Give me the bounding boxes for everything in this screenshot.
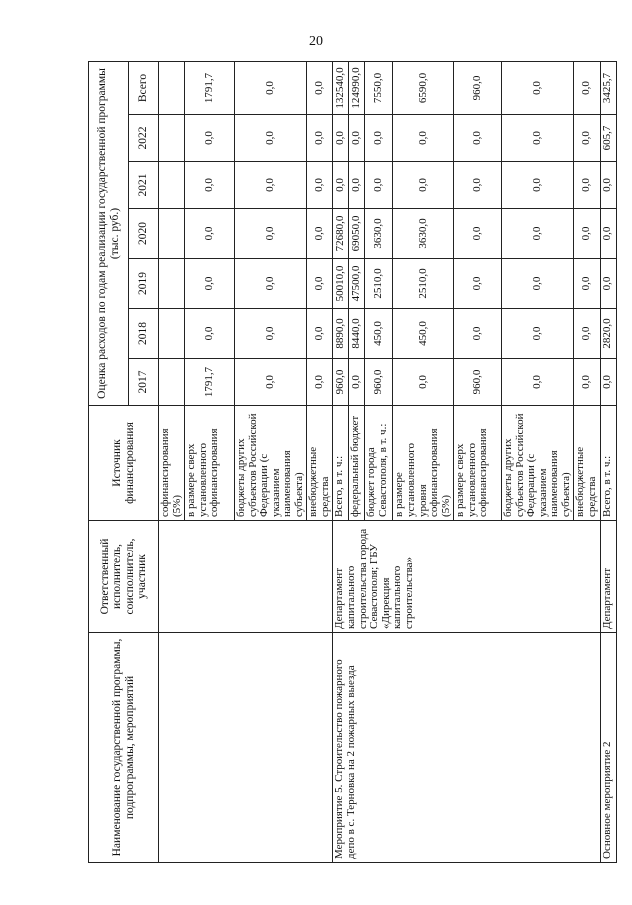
value-cell: 0,0: [349, 162, 365, 209]
header-source: Источник финансирования: [89, 406, 159, 521]
value-cell: 6590,0: [393, 62, 454, 115]
program-cell: [159, 633, 333, 863]
source-cell: бюджет города Севастополя, в т. ч.:: [365, 406, 393, 521]
value-cell: 1791,7: [185, 62, 235, 115]
value-cell: 8440,0: [349, 309, 365, 359]
year-header: 2021: [129, 162, 159, 209]
value-cell: 960,0: [454, 62, 502, 115]
value-cell: 0,0: [307, 209, 333, 259]
value-cell: 450,0: [365, 309, 393, 359]
value-cell: 132540,0: [333, 62, 349, 115]
value-cell: 0,0: [349, 115, 365, 162]
value-cell: 47500,0: [349, 259, 365, 309]
value-cell: [159, 162, 185, 209]
value-cell: 0,0: [185, 115, 235, 162]
value-cell: [159, 359, 185, 406]
value-cell: 0,0: [307, 309, 333, 359]
value-cell: 50010,0: [333, 259, 349, 309]
value-cell: 0,0: [502, 259, 574, 309]
value-cell: 0,0: [185, 209, 235, 259]
total-header: Всего: [129, 62, 159, 115]
value-cell: 0,0: [574, 309, 600, 359]
value-cell: 0,0: [333, 162, 349, 209]
value-cell: 0,0: [307, 259, 333, 309]
value-cell: 0,0: [393, 359, 454, 406]
value-cell: 72680,0: [333, 209, 349, 259]
value-cell: 0,0: [502, 162, 574, 209]
value-cell: 605,7: [600, 115, 616, 162]
value-cell: 0,0: [574, 115, 600, 162]
value-cell: 8890,0: [333, 309, 349, 359]
value-cell: 0,0: [502, 209, 574, 259]
value-cell: 0,0: [393, 162, 454, 209]
value-cell: 1791,7: [185, 359, 235, 406]
table-row: [159, 62, 185, 863]
value-cell: 0,0: [235, 259, 307, 309]
value-cell: 0,0: [600, 359, 616, 406]
value-cell: 3630,0: [393, 209, 454, 259]
year-header: 2017: [129, 359, 159, 406]
value-cell: 0,0: [574, 359, 600, 406]
value-cell: 2510,0: [393, 259, 454, 309]
value-cell: 0,0: [365, 115, 393, 162]
event-5-executor: Департамент капитального строительства города Севастополя; ГБУ «Дирекция капитального строительства»: [333, 521, 600, 633]
value-cell: 0,0: [502, 359, 574, 406]
value-cell: 0,0: [454, 115, 502, 162]
value-cell: 2820,0: [600, 309, 616, 359]
header-estimate: Оценка расходов по годам реализации государственной программы (тыс. руб.): [89, 62, 129, 406]
value-cell: 0,0: [574, 209, 600, 259]
value-cell: 960,0: [365, 359, 393, 406]
value-cell: 0,0: [600, 162, 616, 209]
year-header: 2020: [129, 209, 159, 259]
header-executor: Ответственный исполнитель, соисполнитель, участник: [89, 521, 159, 633]
value-cell: 0,0: [185, 259, 235, 309]
source-cell: софинансирования (5%): [159, 406, 185, 521]
value-cell: 124990,0: [349, 62, 365, 115]
source-cell: в размере сверх установленного софинансирования: [185, 406, 235, 521]
page-number: 20: [309, 34, 323, 49]
header-program-name: Наименование государственной программы, подпрограммы, мероприятий: [89, 633, 159, 863]
value-cell: 0,0: [349, 359, 365, 406]
table-row: [600, 62, 616, 863]
value-cell: 0,0: [454, 259, 502, 309]
value-cell: 0,0: [574, 162, 600, 209]
value-cell: 0,0: [235, 359, 307, 406]
header-row: [89, 62, 129, 863]
main-event-2-name: Основное мероприятие 2: [600, 633, 616, 863]
source-cell: в размере установленного уровня софинансирования (5%): [393, 406, 454, 521]
source-cell: в размере сверх установленного софинансирования: [454, 406, 502, 521]
value-cell: 960,0: [333, 359, 349, 406]
value-cell: 0,0: [333, 115, 349, 162]
executor-cell: [159, 521, 333, 633]
main-event-2-executor: Департамент: [600, 521, 616, 633]
value-cell: 0,0: [235, 62, 307, 115]
source-cell: бюджеты других субъектов Российской Федерации (с указанием наименования субъекта): [502, 406, 574, 521]
value-cell: 0,0: [502, 309, 574, 359]
value-cell: 0,0: [235, 115, 307, 162]
value-cell: 0,0: [307, 62, 333, 115]
value-cell: [159, 62, 185, 115]
value-cell: 0,0: [235, 309, 307, 359]
source-cell: внебюджетные средства: [574, 406, 600, 521]
table-row: [333, 62, 349, 863]
value-cell: 450,0: [393, 309, 454, 359]
value-cell: 0,0: [185, 162, 235, 209]
source-cell: внебюджетные средства: [307, 406, 333, 521]
financing-table: [88, 61, 617, 863]
value-cell: 0,0: [600, 259, 616, 309]
value-cell: 0,0: [307, 115, 333, 162]
value-cell: 0,0: [454, 309, 502, 359]
source-cell: Всего, в т. ч.:: [600, 406, 616, 521]
value-cell: [159, 259, 185, 309]
value-cell: 0,0: [454, 209, 502, 259]
value-cell: [159, 209, 185, 259]
value-cell: 0,0: [235, 209, 307, 259]
value-cell: 0,0: [393, 115, 454, 162]
event-5-name: Мероприятие 5. Строительство пожарного депо в с. Терновка на 2 пожарных выезда: [333, 633, 600, 863]
source-cell: Всего, в т. ч.:: [333, 406, 349, 521]
year-header: 2019: [129, 259, 159, 309]
source-cell: бюджеты других субъектов Российской Федерации (с указанием наименования субъекта): [235, 406, 307, 521]
value-cell: 0,0: [454, 162, 502, 209]
value-cell: 69050,0: [349, 209, 365, 259]
value-cell: 3425,7: [600, 62, 616, 115]
value-cell: 0,0: [185, 309, 235, 359]
value-cell: 960,0: [454, 359, 502, 406]
value-cell: 0,0: [502, 115, 574, 162]
table-rotation-wrapper: [88, 62, 614, 863]
rotated-table-area: [88, 62, 614, 863]
value-cell: [159, 309, 185, 359]
value-cell: 0,0: [574, 259, 600, 309]
year-header: 2018: [129, 309, 159, 359]
value-cell: 3630,0: [365, 209, 393, 259]
source-cell: федеральный бюджет: [349, 406, 365, 521]
value-cell: 0,0: [365, 162, 393, 209]
year-header: 2022: [129, 115, 159, 162]
value-cell: 0,0: [502, 62, 574, 115]
value-cell: 7550,0: [365, 62, 393, 115]
value-cell: 0,0: [307, 162, 333, 209]
value-cell: 0,0: [600, 209, 616, 259]
value-cell: 2510,0: [365, 259, 393, 309]
value-cell: 0,0: [235, 162, 307, 209]
value-cell: 0,0: [307, 359, 333, 406]
value-cell: [159, 115, 185, 162]
value-cell: 0,0: [574, 62, 600, 115]
